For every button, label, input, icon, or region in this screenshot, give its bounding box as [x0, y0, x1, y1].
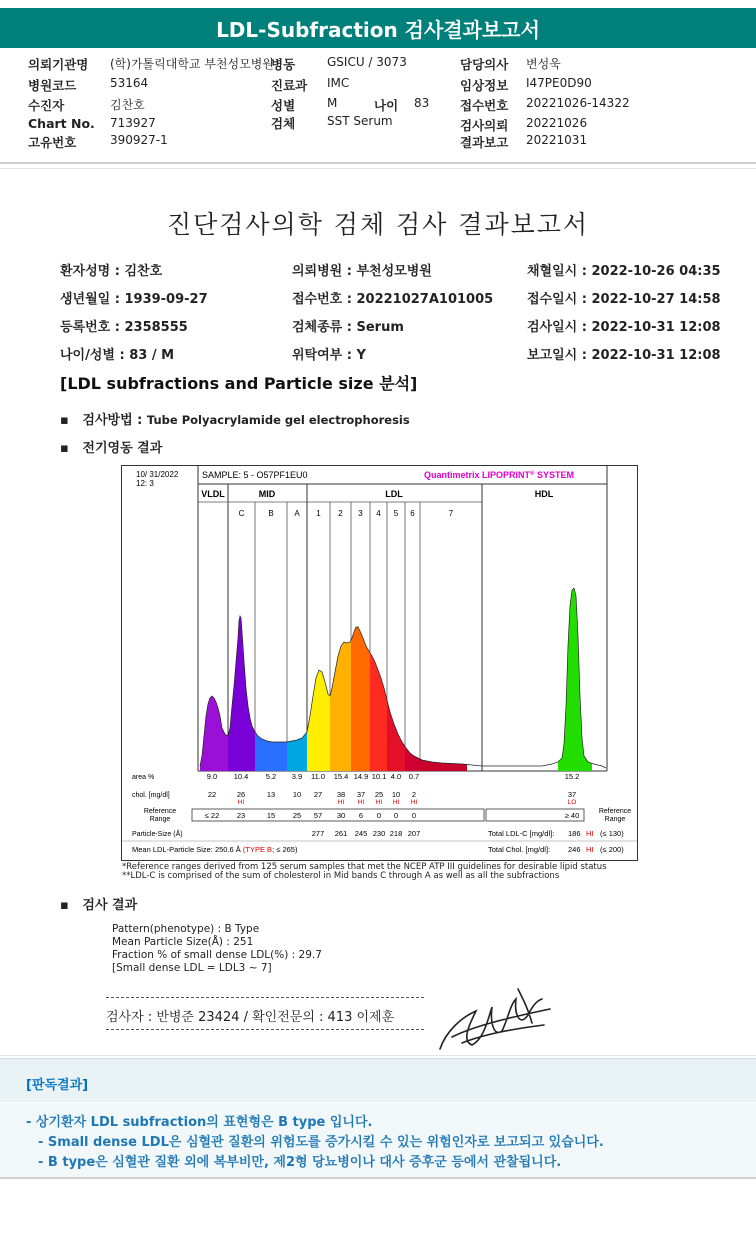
band-label: 2: [338, 509, 343, 518]
ref-range-value: ≥ 40: [564, 811, 580, 820]
info-label: 병동: [271, 57, 296, 72]
ref-range-value: 25: [292, 811, 302, 820]
info-value: M: [327, 96, 338, 110]
hi-flag: HI: [392, 799, 400, 806]
band-label: C: [238, 509, 245, 518]
group-label: HDL: [534, 489, 554, 499]
band-area-B: [255, 732, 287, 771]
row-label: Range: [604, 816, 626, 823]
info-value: GSICU / 3073: [327, 55, 407, 69]
info-value: 20221026-14322: [526, 96, 630, 110]
chol-value: 25: [374, 790, 384, 799]
electro-label: 전기영동 결과: [82, 441, 163, 456]
area-pct-value: 15.4: [333, 772, 349, 781]
info-value: 20221026: [526, 116, 588, 130]
ref-range-value: 6: [358, 811, 364, 820]
report-title: LDL-Subfraction 검사결과보고서: [216, 17, 540, 42]
band-label: 3: [358, 509, 363, 518]
chart-brand: Quantimetrix LIPOPRINT® SYSTEM: [424, 470, 574, 480]
method-label: 검사방법: [82, 413, 133, 428]
chart-date: 10/ 31/2022: [136, 470, 179, 479]
chart-footnote: [122, 863, 607, 881]
chol-value: 37: [567, 790, 577, 799]
info-label: Chart No.: [28, 116, 95, 131]
info-value: 53164: [110, 76, 149, 90]
info-value: 83: [414, 96, 430, 110]
info-value: 20221031: [526, 133, 588, 147]
group-label: VLDL: [201, 489, 225, 499]
ref-range-value: 0: [411, 811, 417, 820]
document-title: 진단검사의학 검체 검사 결과보고서: [166, 210, 590, 239]
chol-value: 37: [356, 790, 366, 799]
ref-range-value: 0: [393, 811, 399, 820]
hi-flag: HI: [410, 799, 418, 806]
ref-range-value: 23: [236, 811, 246, 820]
interpretation-header-bar: [0, 1058, 756, 1102]
area-pct-value: 11.0: [310, 772, 326, 781]
divider: [106, 997, 424, 998]
band-label: 7: [448, 509, 454, 518]
info-value: 김찬호: [110, 98, 145, 112]
header-field: 환자성명 : 김찬호: [60, 264, 163, 279]
mean-ldl-size: Mean LDL-Particle Size: 250.6 Å (TYPE B; ≤ 265): [132, 845, 298, 854]
ref-range-value: 30: [336, 811, 346, 820]
area-pct-value: 9.0: [206, 772, 218, 781]
result-item: Fraction % of small dense LDL(%) : 29.7: [112, 949, 322, 961]
info-label: 병원코드: [28, 78, 77, 93]
info-label: 검체: [271, 116, 296, 131]
info-label: 진료과: [271, 78, 308, 93]
band-area-3: [351, 627, 370, 771]
chol-value: 26: [236, 790, 246, 799]
info-label: 검사의뢰: [460, 118, 509, 133]
interpretation-header: [판독결과]: [26, 1078, 89, 1093]
result-line: ▪ 검사 결과: [60, 898, 138, 913]
electro-line: ▪ 전기영동 결과: [60, 441, 163, 456]
info-value: IMC: [327, 76, 350, 90]
info-label: 수진자: [28, 98, 65, 113]
hi-flag: HI: [237, 799, 245, 806]
total-chol-ref: (≤ 200): [600, 845, 624, 854]
signature-image: [432, 979, 562, 1059]
report-document: [0, 168, 756, 1056]
area-pct-value: 4.0: [390, 772, 402, 781]
interpretation-line: - Small dense LDL은 심혈관 질환의 위험도를 증가시킬 수 있는 위험인자로 보고되고 있습니다.: [38, 1135, 604, 1150]
particle-size-value: 261: [334, 829, 348, 838]
info-label: 의뢰기관명: [28, 57, 89, 72]
info-label: 고유번호: [28, 135, 77, 150]
row-label: area %: [132, 774, 155, 781]
header-field: 접수일시 : 2022-10-27 14:58: [527, 292, 721, 307]
chol-value: 13: [266, 790, 276, 799]
header-field: 검사일시 : 2022-10-31 12:08: [527, 320, 721, 335]
result-block: [112, 923, 322, 975]
ref-range-value: 15: [266, 811, 276, 820]
header-field: 생년월일 : 1939-09-27: [60, 292, 208, 307]
chol-value: 10: [292, 790, 302, 799]
band-label: 4: [376, 509, 381, 518]
hi-flag: HI: [337, 799, 345, 806]
band-area-6: [405, 747, 420, 772]
chol-value: 22: [207, 790, 217, 799]
electrophoresis-chart: [121, 465, 638, 861]
area-pct-value: 10.4: [233, 772, 249, 781]
divider: [0, 162, 756, 164]
particle-size-value: 245: [354, 829, 368, 838]
band-label: A: [294, 509, 300, 518]
area-pct-value: 5.2: [265, 772, 277, 781]
header-field: 채혈일시 : 2022-10-26 04:35: [527, 264, 721, 279]
info-label: 결과보고: [460, 135, 509, 150]
particle-size-value: 218: [389, 829, 403, 838]
area-pct-value: 14.9: [353, 772, 369, 781]
header-field: 등록번호 : 2358555: [60, 320, 188, 335]
band-label: B: [268, 509, 274, 518]
patient-info-panel: [0, 52, 756, 152]
band-label: 1: [316, 509, 321, 518]
info-value: (학)가톨릭대학교 부천성모병원: [110, 57, 274, 71]
info-label: 임상정보: [460, 78, 509, 93]
chart-sample: SAMPLE: 5 - O57PF1EU0: [202, 470, 308, 480]
total-chol-value: 246: [568, 845, 581, 854]
area-pct-value: 3.9: [291, 772, 303, 781]
report-title-bar: [0, 8, 756, 48]
section-title: [LDL subfractions and Particle size 분석]: [60, 374, 418, 393]
chol-value: 27: [313, 790, 323, 799]
header-field: 검체종류 : Serum: [292, 320, 404, 335]
divider: [106, 1029, 424, 1030]
info-value: SST Serum: [327, 114, 393, 128]
interpretation-line: - B type은 심혈관 질환 외에 복부비만, 제2형 당뇨병이나 대사 증후군 등에서 관찰됩니다.: [38, 1155, 562, 1170]
chol-value: 10: [391, 790, 401, 799]
area-pct-value: 0.7: [408, 772, 420, 781]
ref-range-value: 0: [376, 811, 382, 820]
total-ldl-ref: (≤ 130): [600, 829, 624, 838]
band-area-HDL: [558, 588, 592, 771]
chart-time: 12: 3: [136, 479, 154, 488]
chol-value: 2: [411, 790, 417, 799]
group-label: LDL: [385, 489, 403, 499]
info-label: 성별: [271, 98, 296, 113]
interpretation-line: - 상기환자 LDL subfraction의 표현형은 B type 입니다.: [26, 1115, 373, 1130]
interpretation-body: [0, 1103, 756, 1179]
band-label: 5: [393, 509, 399, 518]
row-label: Particle-Size (Å): [132, 831, 183, 838]
band-area-1: [307, 670, 330, 771]
row-label: Range: [149, 816, 171, 823]
particle-size-value: 207: [407, 829, 421, 838]
info-label: 담당의사: [460, 57, 509, 72]
info-value: 713927: [110, 116, 156, 130]
header-field: 위탁여부 : Y: [292, 348, 366, 363]
row-label: chol. [mg/dl]: [132, 792, 170, 799]
hi-flag: HI: [357, 799, 365, 806]
chol-value: 38: [336, 790, 346, 799]
header-field: 보고일시 : 2022-10-31 12:08: [527, 348, 721, 363]
result-label: 검사 결과: [82, 898, 138, 913]
result-item: [Small dense LDL = LDL3 ~ 7]: [112, 962, 272, 974]
hi-flag: HI: [375, 799, 383, 806]
footnote-line: *Reference ranges derived from 125 serum samples that met the NCEP ATP III guidelines for desirable lipid status: [122, 862, 607, 872]
band-label: 6: [410, 509, 415, 518]
hi-flag: HI: [586, 829, 594, 838]
group-label: MID: [258, 489, 276, 499]
ref-range-value: ≤ 22: [204, 811, 220, 820]
total-ldl-label: Total LDL-C [mg/dl]:: [488, 829, 555, 838]
info-value: 390927-1: [110, 133, 168, 147]
area-pct-value: 15.2: [564, 772, 580, 781]
method-line: ▪ 검사방법 : Tube Polyacrylamide gel electrophoresis: [60, 413, 410, 428]
band-area-A: [287, 732, 307, 771]
info-value: I47PE0D90: [526, 76, 592, 90]
info-label: 접수번호: [460, 98, 509, 113]
chart-svg: [122, 466, 637, 860]
band-area-C: [228, 616, 255, 771]
info-value: 변성욱: [526, 57, 561, 71]
hi-flag: HI: [586, 845, 594, 854]
row-label: Reference: [143, 808, 177, 815]
lo-flag: LO: [567, 799, 577, 806]
header-field: 접수번호 : 20221027A101005: [292, 292, 494, 307]
result-item: Mean Particle Size(Å) : 251: [112, 936, 254, 948]
row-label: Reference: [598, 808, 632, 815]
method-value: Tube Polyacrylamide gel electrophoresis: [146, 413, 410, 427]
header-field: 나이/성별 : 83 / M: [60, 348, 175, 363]
header-field: 의뢰병원 : 부천성모병원: [292, 264, 432, 279]
info-label: 나이: [374, 98, 399, 113]
result-item: Pattern(phenotype) : B Type: [112, 923, 260, 935]
inspector-line: 검사자 : 반병준 23424 / 확인전문의 : 413 이제훈: [106, 1010, 395, 1025]
footnote-line: **LDL-C is comprised of the sum of cholesterol in Mid bands C through A as well as all the subfractions: [122, 870, 560, 881]
total-chol-label: Total Chol. [mg/dl]:: [488, 845, 551, 854]
particle-size-value: 277: [311, 829, 325, 838]
band-area-2: [330, 640, 351, 771]
total-ldl-value: 186: [568, 829, 581, 838]
particle-size-value: 230: [372, 829, 386, 838]
area-pct-value: 10.1: [371, 772, 387, 781]
ref-range-value: 57: [313, 811, 323, 820]
